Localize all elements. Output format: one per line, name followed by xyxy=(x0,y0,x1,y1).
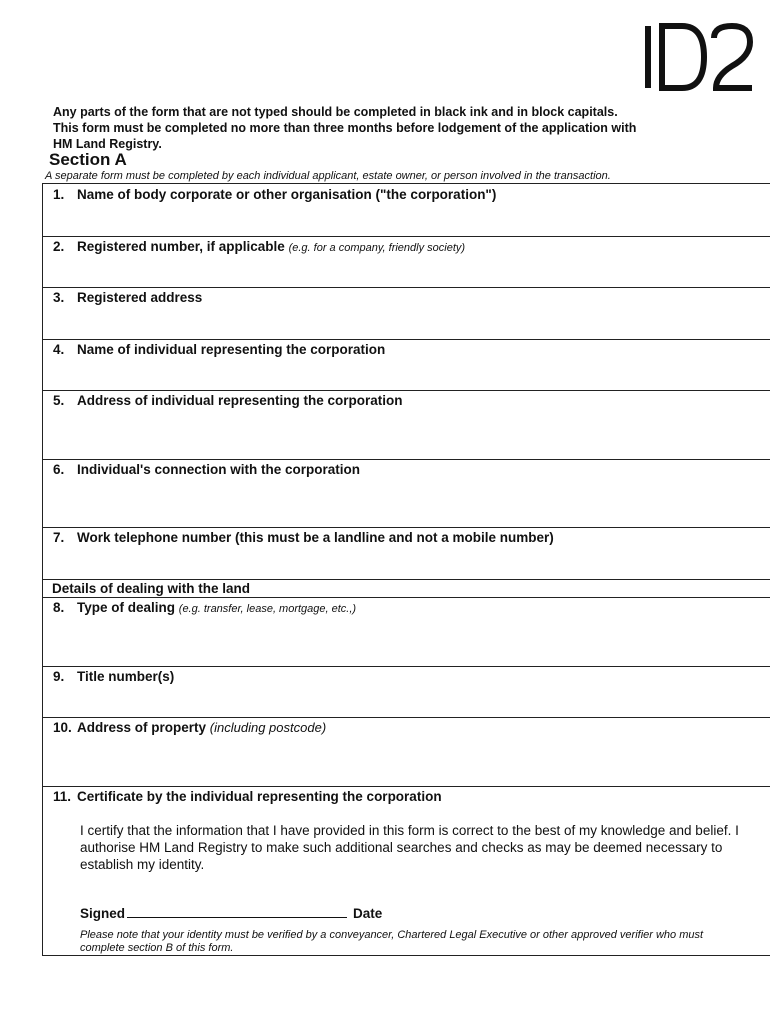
question-hint: (e.g. transfer, lease, mortgage, etc.,) xyxy=(178,603,357,615)
question-label: Work telephone number (this must be a landline and not a mobile number) xyxy=(77,530,554,545)
verification-note: Please note that your identity must be verified by a conveyancer, Chartered Legal Executive or other approved verifier who must complete section B of this form. xyxy=(80,929,704,954)
question-number: 9. xyxy=(53,669,65,684)
question-label: Registered address xyxy=(77,290,203,305)
question-row-6[interactable] xyxy=(43,459,770,528)
question-number: 5. xyxy=(53,393,65,408)
signature-row xyxy=(80,905,382,921)
question-row-2[interactable] xyxy=(43,236,770,288)
question-number: 10. xyxy=(53,720,72,735)
question-number: 8. xyxy=(53,600,65,615)
dealing-heading: Details of dealing with the land xyxy=(52,581,251,596)
signed-label: Signed xyxy=(80,906,126,921)
question-number: 2. xyxy=(53,239,65,254)
question-label: Name of body corporate or other organisation ("the corporation") xyxy=(77,187,497,202)
question-label: Registered number, if applicable xyxy=(77,239,285,254)
form-box xyxy=(42,183,770,956)
question-label: Address of property xyxy=(77,720,207,735)
certificate-text: I certify that the information that I have provided in this form is correct to the best of my knowledge and belief. I authorise HM Land Registry to make such additional searches and checks as may be deemed necessary to establish my identity. xyxy=(80,823,739,872)
question-row-8[interactable] xyxy=(43,597,770,667)
signature-field[interactable] xyxy=(127,905,347,918)
intro-instructions xyxy=(53,104,743,152)
section-title: Section A xyxy=(49,150,127,169)
date-label: Date xyxy=(353,906,383,921)
question-label: Title number(s) xyxy=(77,669,175,684)
question-row-9[interactable] xyxy=(43,666,770,718)
question-row-4[interactable] xyxy=(43,339,770,391)
question-label: Address of individual representing the corporation xyxy=(77,393,403,408)
question-row-7[interactable] xyxy=(43,527,770,580)
question-label: Name of individual representing the corporation xyxy=(77,342,386,357)
question-number: 6. xyxy=(53,462,65,477)
question-label: Individual's connection with the corporation xyxy=(77,462,360,477)
question-label: Type of dealing xyxy=(77,600,176,615)
question-label: Certificate by the individual representing the corporation xyxy=(77,789,442,804)
question-number: 11. xyxy=(53,789,72,804)
intro-line: Any parts of the form that are not typed should be completed in black ink and in block capitals. xyxy=(53,105,618,119)
form-code-id2-logo xyxy=(640,6,760,106)
question-number: 4. xyxy=(53,342,65,357)
question-hint: (e.g. for a company, friendly society) xyxy=(288,242,466,254)
question-row-3[interactable] xyxy=(43,287,770,340)
intro-line: HM Land Registry. xyxy=(53,137,162,151)
section-note: A separate form must be completed by each individual applicant, estate owner, or person involved in the transaction. xyxy=(45,170,611,182)
question-number: 3. xyxy=(53,290,65,305)
question-number: 1. xyxy=(53,187,65,202)
intro-line: This form must be completed no more than three months before lodgement of the application with xyxy=(53,121,637,135)
question-number: 7. xyxy=(53,530,65,545)
question-row-5[interactable] xyxy=(43,390,770,460)
question-hint: (including postcode) xyxy=(209,720,327,735)
question-row-10[interactable] xyxy=(43,717,770,787)
question-row-1[interactable] xyxy=(43,184,770,237)
